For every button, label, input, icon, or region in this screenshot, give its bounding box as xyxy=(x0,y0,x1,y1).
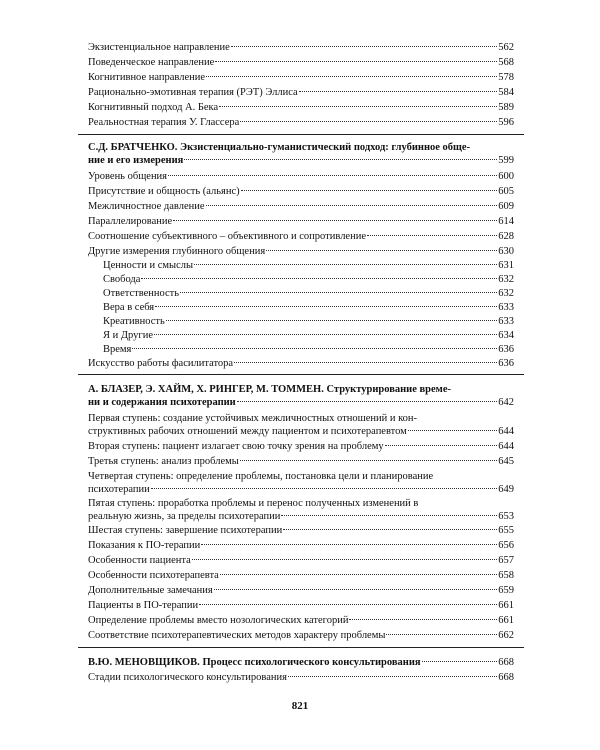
section-header: С.Д. БРАТЧЕНКО. Экзистенциально-гуманистический подход: глубинное обще- ние и его измерения 599 xyxy=(88,142,514,166)
toc-entry: Пациенты в ПО-терапии 661 xyxy=(88,600,514,611)
toc-entry: Уровень общения 600 xyxy=(88,171,514,182)
toc-entry: Дополнительные замечания 659 xyxy=(88,585,514,596)
toc-subentry: Ценности и смыслы 631 xyxy=(103,260,514,271)
toc-entry: Пятая ступень: проработка проблемы и перенос полученных изменений в реальную жизнь, за пределы психотерапии 653 xyxy=(88,498,514,522)
toc-subentry: Вера в себя 633 xyxy=(103,302,514,313)
section-divider xyxy=(78,647,524,648)
toc-entry: Поведенческое направление 568 xyxy=(88,57,514,68)
toc-entry: Искусство работы фасилитатора 636 xyxy=(88,358,514,369)
toc-entry: Четвертая ступень: определение проблемы, постановка цели и планирование психотерапии 649 xyxy=(88,471,514,495)
toc-entry: Вторая ступень: пациент излагает свою точку зрения на проблему 644 xyxy=(88,441,514,452)
toc-subentry: Свобода 632 xyxy=(103,274,514,285)
toc-entry: Реальностная терапия У. Глассера 596 xyxy=(88,117,514,128)
toc-entry: Когнитивный подход А. Бека 589 xyxy=(88,102,514,113)
page-number: 821 xyxy=(291,700,309,712)
toc-subentry: Я и Другие 634 xyxy=(103,330,514,341)
toc-entry: Стадии психологического консультирования 668 xyxy=(88,672,514,683)
section-divider xyxy=(78,134,524,135)
toc-entry: Экзистенциальное направление 562 xyxy=(88,42,514,53)
toc-entry: Особенности психотерапевта 658 xyxy=(88,570,514,581)
toc-entry: Особенности пациента 657 xyxy=(88,555,514,566)
section-header: А. БЛАЗЕР, Э. ХАЙМ, Х. РИНГЕР, М. ТОММЕН. Структурирование време- ни и содержания психотерапии 642 xyxy=(88,384,514,408)
toc-entry: Рационально-эмотивная терапия (РЭТ) Эллиса 584 xyxy=(88,87,514,98)
toc-subentry: Время 636 xyxy=(103,344,514,355)
toc-entry: Другие измерения глубинного общения 630 xyxy=(88,246,514,257)
toc-entry: Параллелирование 614 xyxy=(88,216,514,227)
section-divider xyxy=(78,374,524,375)
toc-subentry: Креативность 633 xyxy=(103,316,514,327)
toc-entry: Шестая ступень: завершение психотерапии 655 xyxy=(88,525,514,536)
toc-entry: Первая ступень: создание устойчивых межличностных отношений и кон- структивных рабочих отношений между пациентом и психотерапевтом 644 xyxy=(88,413,514,437)
toc-entry: Соотношение субъективного – объективного и сопротивление 628 xyxy=(88,231,514,242)
toc-entry: Присутствие и общность (альянс) 605 xyxy=(88,186,514,197)
toc-subentry: Ответственность 632 xyxy=(103,288,514,299)
section-header: В.Ю. МЕНОВЩИКОВ. Процесс психологического консультирования 668 xyxy=(88,657,514,668)
toc-entry: Межличностное давление 609 xyxy=(88,201,514,212)
toc-entry: Определение проблемы вместо нозологических категорий 661 xyxy=(88,615,514,626)
toc-entry: Показания к ПО-терапии 656 xyxy=(88,540,514,551)
toc-entry: Третья ступень: анализ проблемы 645 xyxy=(88,456,514,467)
toc-entry: Когнитивное направление 578 xyxy=(88,72,514,83)
toc-entry: Соответствие психотерапевтических методов характеру проблемы 662 xyxy=(88,630,514,641)
